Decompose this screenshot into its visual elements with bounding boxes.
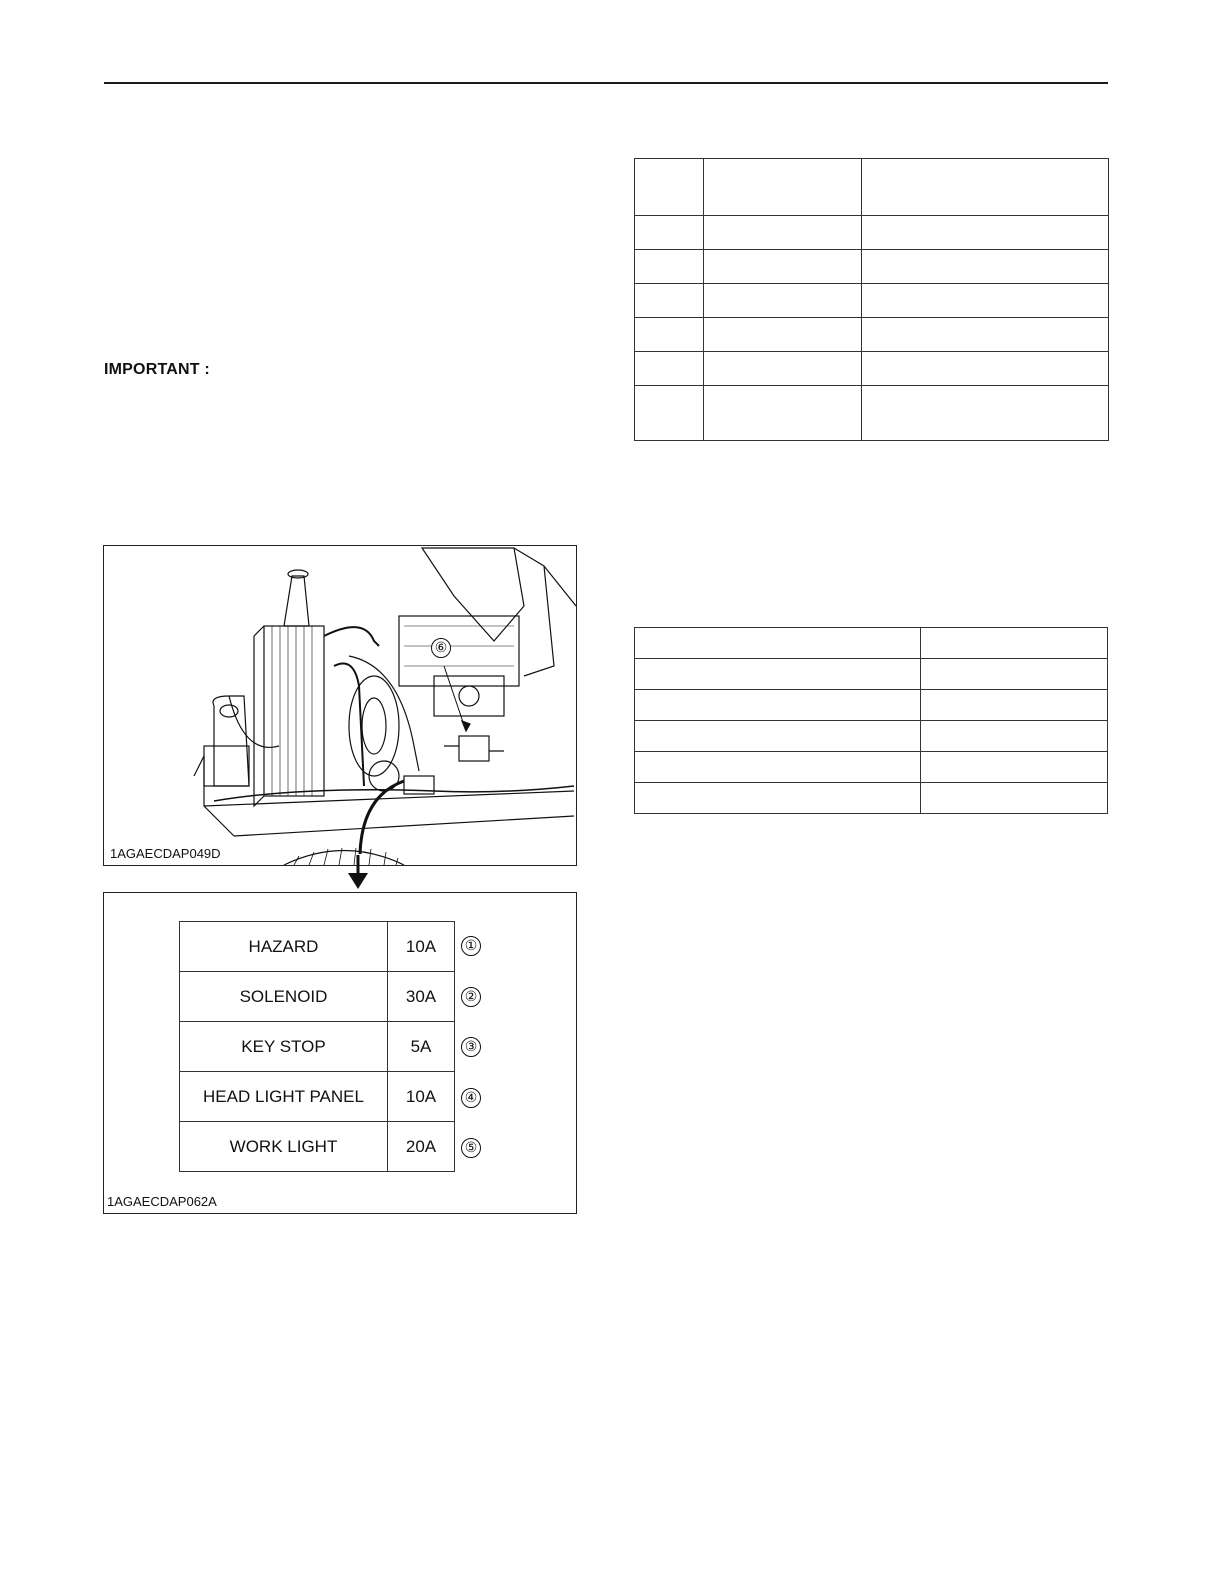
figure-id-bottom: 1AGAECDAP062A <box>107 1194 217 1209</box>
fuse-number: ② <box>461 987 481 1007</box>
fuse-name: KEY STOP <box>180 1022 388 1072</box>
table-row <box>635 690 1108 721</box>
fuse-amperage: 10A <box>388 922 455 972</box>
table-row <box>180 922 455 972</box>
table-row <box>635 659 1108 690</box>
table-row <box>180 972 455 1022</box>
table-row <box>180 1072 455 1122</box>
fuse-amperage: 5A <box>388 1022 455 1072</box>
fuse-amperage: 20A <box>388 1122 455 1172</box>
fuse-table <box>179 921 455 1172</box>
header-rule <box>104 82 1108 84</box>
fuse-name: HAZARD <box>180 922 388 972</box>
fuse-number: ① <box>461 936 481 956</box>
table-row <box>635 284 1109 318</box>
table-row <box>635 628 1108 659</box>
table-row <box>635 318 1109 352</box>
table-row <box>180 1122 455 1172</box>
important-label: IMPORTANT : <box>104 361 210 378</box>
figure-id-top: 1AGAECDAP049D <box>110 846 221 861</box>
fuse-number: ④ <box>461 1088 481 1108</box>
fuse-amperage: 30A <box>388 972 455 1022</box>
table-row <box>635 752 1108 783</box>
table-row <box>635 250 1109 284</box>
table-row <box>180 1022 455 1072</box>
fuse-name: SOLENOID <box>180 972 388 1022</box>
down-arrow-icon <box>340 855 380 895</box>
callout-6: ⑥ <box>431 638 451 658</box>
table-row <box>635 159 1109 216</box>
table-row <box>635 216 1109 250</box>
table-row <box>635 721 1108 752</box>
table-row <box>635 352 1109 386</box>
table-row <box>635 386 1109 441</box>
fuse-name: HEAD LIGHT PANEL <box>180 1072 388 1122</box>
legend-table <box>634 158 1109 441</box>
fuse-number: ⑤ <box>461 1138 481 1158</box>
fuse-name: WORK LIGHT <box>180 1122 388 1172</box>
fuse-figure <box>103 892 577 1214</box>
table-row <box>635 783 1108 814</box>
engine-drawing <box>104 546 576 865</box>
fuse-amperage: 10A <box>388 1072 455 1122</box>
engine-figure <box>103 545 577 866</box>
spec-table <box>634 627 1108 814</box>
fuse-number: ③ <box>461 1037 481 1057</box>
